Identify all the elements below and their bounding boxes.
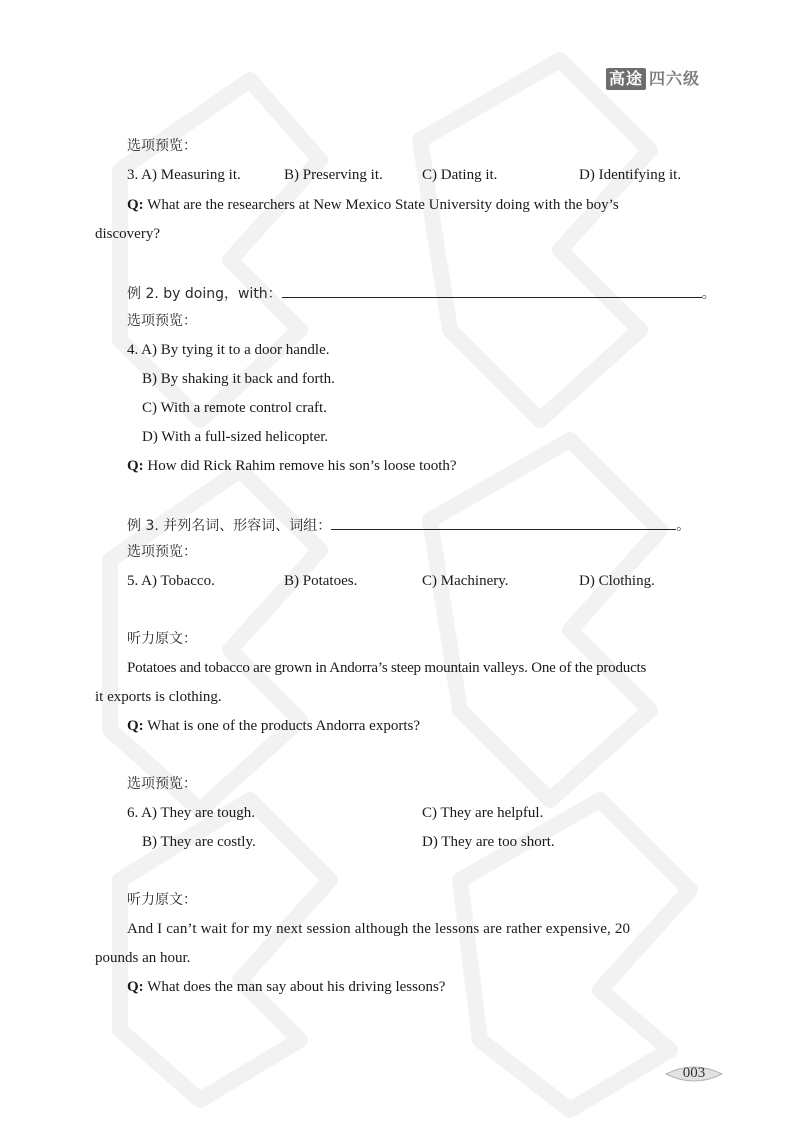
brand-logo (606, 68, 700, 90)
question-line (127, 717, 420, 735)
question-label: Q: (127, 718, 144, 734)
options-row (127, 833, 707, 851)
option-item: D) Clothing. (579, 573, 655, 589)
question-text: What are the researchers at New Mexico State University doing with the boy’s (147, 197, 619, 213)
option-item: D) Identifying it. (579, 167, 682, 183)
transcript-label: 听力原文： (127, 631, 197, 647)
question-line (127, 196, 619, 214)
option-item: D) They are too short. (422, 834, 555, 850)
option-item: D) With a full-sized helicopter. (142, 429, 329, 445)
example-2-end: 。 (701, 286, 716, 302)
option-item: 6. A) They are tough. (127, 805, 256, 821)
option-item: B) Preserving it. (284, 167, 383, 183)
example-2-label: 例 2. by doing，with： (127, 286, 282, 302)
question-label: Q: (127, 197, 144, 213)
question-line (127, 978, 445, 996)
fill-blank-line (331, 515, 676, 530)
option-item: 3. A) Measuring it. (127, 167, 241, 183)
example-2-line (127, 283, 716, 303)
question-line (127, 457, 457, 475)
options-row (127, 572, 707, 590)
option-item: B) They are costly. (142, 834, 256, 850)
option-item: C) With a remote control craft. (142, 400, 327, 416)
option-item: C) Machinery. (422, 573, 509, 589)
transcript-text: And I can’t wait for my next session although the lessons are rather expensive, 20 (127, 921, 631, 937)
transcript-text-continued: pounds an hour. (95, 950, 191, 966)
question-label: Q: (127, 458, 144, 474)
question-text: What does the man say about his driving lessons? (147, 979, 446, 995)
option-item: C) They are helpful. (422, 805, 544, 821)
example-3-line (127, 515, 690, 535)
page-number-text: 003 (682, 1065, 706, 1081)
options-row (127, 804, 707, 822)
transcript-text: Potatoes and tobacco are grown in Andorra’s steep mountain valleys. One of the products (127, 660, 647, 676)
option-item: 4. A) By tying it to a door handle. (127, 342, 330, 358)
transcript-label: 听力原文： (127, 892, 197, 908)
option-item: 5. A) Tobacco. (127, 573, 215, 589)
logo-text: 四六级 (649, 69, 701, 88)
question-text: How did Rick Rahim remove his son’s loose tooth? (147, 458, 457, 474)
options-preview-label: 选项预览： (127, 776, 197, 792)
options-preview-label: 选项预览： (127, 313, 197, 329)
option-item: B) By shaking it back and forth. (142, 371, 335, 387)
page-number (664, 1062, 724, 1086)
option-item: B) Potatoes. (284, 573, 358, 589)
question-text-continued: discovery? (95, 226, 160, 242)
question-text: What is one of the products Andorra exports? (147, 718, 420, 734)
example-3-end: 。 (676, 518, 691, 534)
logo-box-text: 高途 (606, 68, 646, 90)
fill-blank-line (282, 283, 702, 298)
transcript-text-continued: it exports is clothing. (95, 689, 222, 705)
options-row (127, 166, 707, 184)
options-preview-label: 选项预览： (127, 138, 197, 154)
question-label: Q: (127, 979, 144, 995)
options-preview-label: 选项预览： (127, 544, 197, 560)
option-item: C) Dating it. (422, 167, 498, 183)
example-3-label: 例 3. 并列名词、形容词、词组： (127, 518, 332, 534)
